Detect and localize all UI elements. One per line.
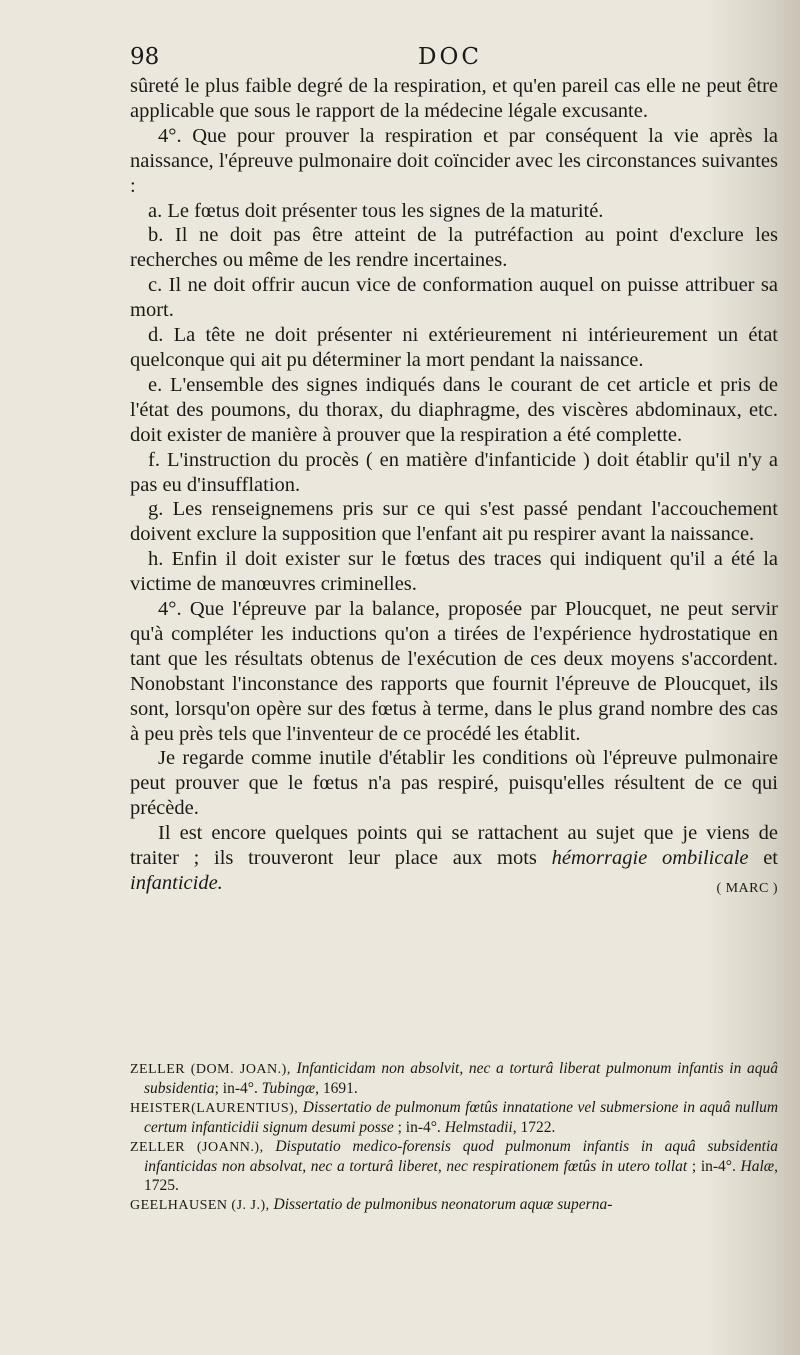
paragraph: Je regarde comme inutile d'établir les conditions où l'épreuve pulmonaire peut prouver que le fœtus n'a pas respiré, puisqu'elles résultent de ce qui précède. — [130, 747, 778, 820]
cross-reference: infanticide. — [130, 872, 223, 894]
paragraph: sûreté le plus faible degré de la respiration, et qu'en pareil cas elle ne peut être applicable que sous le rapport de la médecine légale excusante. — [130, 75, 778, 122]
author-signature: ( MARC ) — [716, 881, 778, 896]
bibliography — [130, 1059, 778, 1215]
bib-place: Halæ — [740, 1158, 775, 1175]
list-item: d. La tête ne doit présenter ni extérieurement ni intérieurement un état quelconque qui ait pu déterminer la mort pendant la naissance. — [130, 324, 778, 371]
main-text — [130, 74, 778, 902]
list-item: h. Enfin il doit exister sur le fœtus des traces qui indiquent qu'il a été la victime de manœuvres criminelles. — [130, 548, 778, 596]
running-head: DOC — [418, 44, 482, 70]
list-item: e. L'ensemble des signes indiqués dans le courant de cet article et pris de l'état des poumons, du thorax, du diaphragme, des viscères abdominaux, etc. doit exister de manière à prouver que la respiration a été complette. — [130, 373, 778, 446]
bibliography-entry — [130, 1195, 778, 1215]
bib-place: Tubingæ — [261, 1080, 316, 1097]
bib-author: GEELHAUSEN — [130, 1198, 228, 1213]
bib-author-name: (LAURENTIUS), — [191, 1101, 299, 1116]
bib-title: Disputatio medico-forensis quod pulmonum infantis in aquâ subsidentia infanticidas non absolvat, nec a torturâ liberet, nec respirationem fœtûs in utero tollat — [144, 1138, 779, 1175]
bib-place: Helmstadii — [444, 1119, 513, 1136]
bib-author: HEISTER — [130, 1101, 192, 1116]
paragraph: 4°. Que pour prouver la respiration et par conséquent la vie après la naissance, l'épreuve pulmonaire doit coïncider avec les circonstances suivantes : — [130, 124, 778, 197]
cross-reference: hémorragie ombilicale — [551, 847, 749, 870]
bibliography-entry — [130, 1098, 778, 1137]
bib-format: ; in-4°. — [214, 1080, 258, 1097]
page-number: 98 — [130, 44, 160, 70]
bib-title: Dissertatio de pulmonum fœtûs innatatione vel submersione in aquâ nullum certum infanticidii signum desumi posse — [144, 1099, 779, 1136]
bib-title: Dissertatio de pulmonibus neonatorum aquæ superna- — [273, 1196, 613, 1213]
bib-year: , 1725. — [144, 1158, 778, 1194]
connector-word: et — [763, 847, 778, 870]
paragraph-text: Il est encore quelques points qui se rattachent au sujet que je viens de traiter ; ils trouveront leur place aux mots — [130, 822, 778, 870]
list-item: b. Il ne doit pas être atteint de la putréfaction au point d'exclure les recherches ou même de les rendre incertaines. — [130, 224, 778, 272]
bib-author: ZELLER — [130, 1062, 186, 1077]
bib-format: ; in-4°. — [393, 1119, 441, 1136]
paragraph: 4°. Que l'épreuve par la balance, proposée par Ploucquet, ne peut servir qu'à compléter les inductions qu'on a tirées de l'expérience hydrostatique en tant que les résultats obtenus de l'exécution de ces deux moyens s'accordent. Nonobstant l'inconstance des rapports que fournit l'épreuve de Ploucquet, ils sont, lorsqu'on opère sur des fœtus à terme, dans le plus grand nombre des cas à peu près tels que l'inventeur de ce procédé les établit. — [130, 598, 778, 745]
list-item: a. Le fœtus doit présenter tous les signes de la maturité. — [148, 199, 604, 222]
list-item: c. Il ne doit offrir aucun vice de conformation auquel on puisse attribuer sa mort. — [130, 274, 778, 322]
page-header — [130, 44, 770, 74]
bib-author-name: (JOANN.), — [196, 1140, 264, 1155]
bib-title: Infanticidam non absolvit, nec a torturâ liberat pulmonum infantis in aquâ subsidentia — [144, 1060, 778, 1097]
paragraph-final — [130, 821, 778, 896]
bib-format: ; in-4°. — [687, 1158, 736, 1175]
bib-author-name: (DOM. JOAN.), — [190, 1062, 291, 1077]
bibliography-entry — [130, 1137, 778, 1195]
bib-author-name: (J. J.), — [231, 1198, 270, 1213]
bib-year: , 1691. — [315, 1080, 358, 1097]
bibliography-entry — [130, 1059, 778, 1098]
list-item: f. L'instruction du procès ( en matière d'infanticide ) doit établir qu'il n'y a pas eu d'insufflation. — [130, 448, 778, 496]
list-item: g. Les renseignemens pris sur ce qui s'est passé pendant l'accouchement doivent exclure la supposition que l'enfant ait pu respirer avant la naissance. — [130, 498, 778, 546]
bib-author: ZELLER — [130, 1140, 186, 1155]
bib-year: , 1722. — [512, 1119, 556, 1136]
